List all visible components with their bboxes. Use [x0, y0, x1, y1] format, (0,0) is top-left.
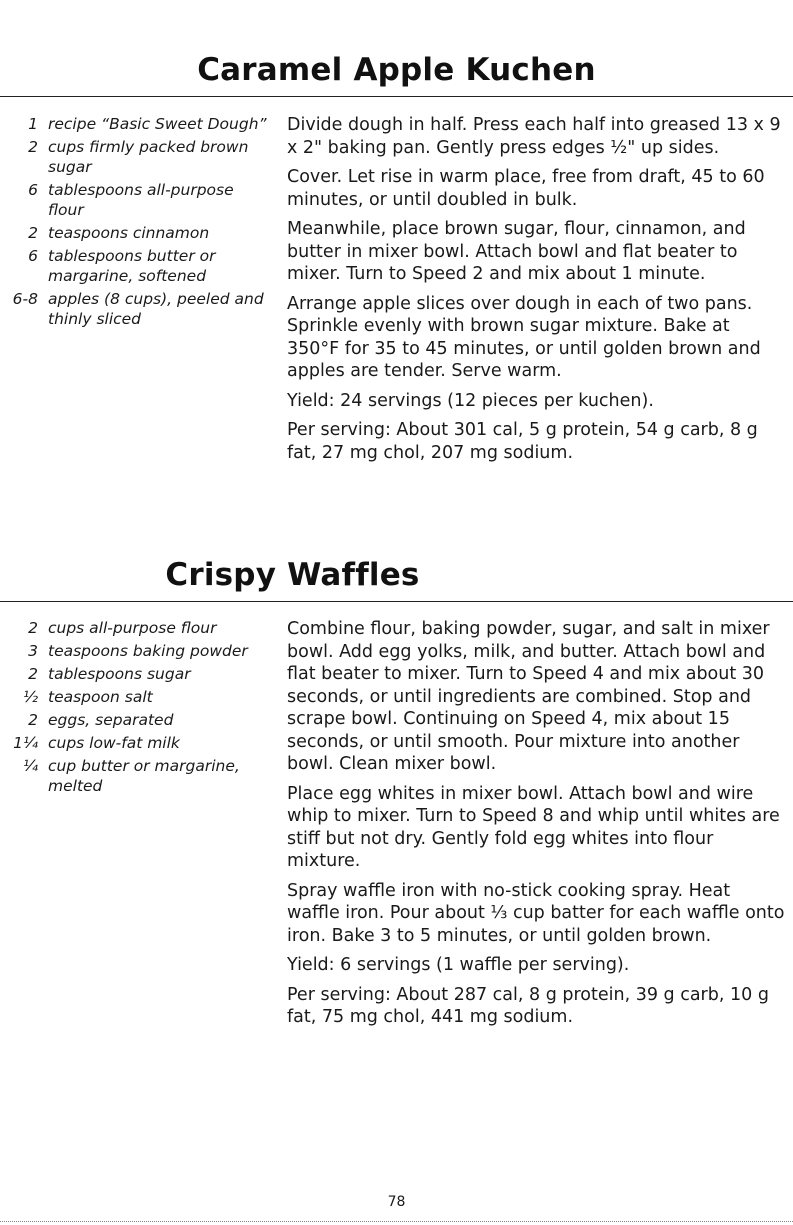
ingredient-quantity: 2: [28, 224, 38, 242]
ingredient-item: [0, 137, 272, 177]
footer-rule: [0, 1221, 793, 1222]
ingredient-quantity: 2: [28, 711, 38, 729]
page-number: 78: [387, 1194, 406, 1210]
ingredient-text: tablespoons all-purpose flour: [48, 181, 234, 219]
ingredient-item: [0, 618, 272, 638]
ingredient-item: [0, 756, 272, 796]
ingredient-quantity: 6: [28, 247, 38, 265]
direction-paragraph: Combine flour, baking powder, sugar, and salt in mixer bowl. Add egg yolks, milk, and butter. Attach bowl and flat beater to mixer. Turn to Speed 4 and mix about 30 seconds, or until ingredients are combined. Stop and scrape bowl. Continuing on Speed 4, mix about 15 seconds, or until smooth. Pour mixture into another bowl. Clean mixer bowl.: [287, 619, 770, 774]
ingredient-quantity: ¼: [22, 757, 38, 775]
ingredient-item: [0, 664, 272, 684]
direction-paragraph: Yield: 6 servings (1 waffle per serving).: [287, 955, 630, 975]
ingredient-text: tablespoons butter or margarine, softened: [48, 247, 216, 285]
ingredient-quantity: 1¼: [13, 734, 38, 752]
ingredient-list-kuchen: [0, 114, 272, 332]
ingredient-text: cups firmly packed brown sugar: [48, 138, 249, 176]
ingredient-text: teaspoons cinnamon: [48, 224, 210, 242]
ingredient-text: teaspoons baking powder: [48, 642, 248, 660]
ingredient-item: [0, 641, 272, 661]
ingredient-text: cup butter or margarine, melted: [48, 757, 240, 795]
directions-waffles: [287, 618, 787, 1036]
title-rule: [0, 601, 793, 602]
ingredient-item: [0, 289, 272, 329]
ingredient-text: teaspoon salt: [48, 688, 153, 706]
direction-paragraph: Per serving: About 301 cal, 5 g protein, 54 g carb, 8 g fat, 27 mg chol, 207 mg sodium.: [287, 420, 758, 463]
title-rule: [0, 96, 793, 97]
recipe-title-crispy-waffles: Crispy Waffles: [165, 557, 420, 593]
ingredient-text: apples (8 cups), peeled and thinly sliced: [48, 290, 264, 328]
ingredient-quantity: 2: [28, 665, 38, 683]
ingredient-quantity: 6-8: [12, 290, 38, 308]
ingredient-quantity: 1: [28, 115, 38, 133]
ingredient-quantity: 3: [28, 642, 38, 660]
ingredient-quantity: ½: [22, 688, 38, 706]
direction-paragraph: Spray waffle iron with no-stick cooking spray. Heat waffle iron. Pour about ⅓ cup batter for each waffle onto iron. Bake 3 to 5 minutes, or until golden brown.: [287, 880, 785, 946]
direction-paragraph: Yield: 24 servings (12 pieces per kuchen).: [287, 390, 654, 411]
direction-paragraph: Divide dough in half. Press each half into greased 13 x 9 x 2" baking pan. Gently press edges ½" up sides.: [287, 115, 781, 158]
ingredient-text: tablespoons sugar: [48, 665, 191, 683]
ingredient-text: cups low-fat milk: [48, 734, 180, 752]
ingredient-text: recipe “Basic Sweet Dough”: [48, 115, 267, 133]
ingredient-quantity: 2: [28, 138, 38, 156]
ingredient-item: [0, 180, 272, 220]
direction-paragraph: Place egg whites in mixer bowl. Attach bowl and wire whip to mixer. Turn to Speed 8 and whip until whites are stiff but not dry. Gently fold egg whites into flour mixture.: [287, 783, 780, 871]
direction-paragraph: Cover. Let rise in warm place, free from draft, 45 to 60 minutes, or until doubled in bulk.: [287, 167, 765, 210]
ingredient-item: [0, 246, 272, 286]
direction-paragraph: Meanwhile, place brown sugar, flour, cinnamon, and butter in mixer bowl. Attach bowl and flat beater to mixer. Turn to Speed 2 and mix about 1 minute.: [287, 219, 746, 284]
ingredient-item: [0, 710, 272, 730]
ingredient-item: [0, 687, 272, 707]
ingredient-quantity: 6: [28, 181, 38, 199]
ingredient-quantity: 2: [28, 619, 38, 637]
ingredient-text: cups all-purpose flour: [48, 619, 217, 637]
direction-paragraph: Per serving: About 287 cal, 8 g protein, 39 g carb, 10 g fat, 75 mg chol, 441 mg sodium.: [287, 984, 769, 1027]
directions-kuchen: [287, 114, 787, 471]
recipe-title-caramel-apple-kuchen: Caramel Apple Kuchen: [197, 52, 596, 88]
ingredient-item: [0, 733, 272, 753]
ingredient-list-waffles: [0, 618, 272, 799]
ingredient-item: [0, 114, 272, 134]
ingredient-text: eggs, separated: [48, 711, 174, 729]
ingredient-item: [0, 223, 272, 243]
direction-paragraph: Arrange apple slices over dough in each of two pans. Sprinkle evenly with brown sugar mixture. Bake at 350°F for 35 to 45 minutes, or until golden brown and apples are tender. Serve warm.: [287, 293, 761, 381]
